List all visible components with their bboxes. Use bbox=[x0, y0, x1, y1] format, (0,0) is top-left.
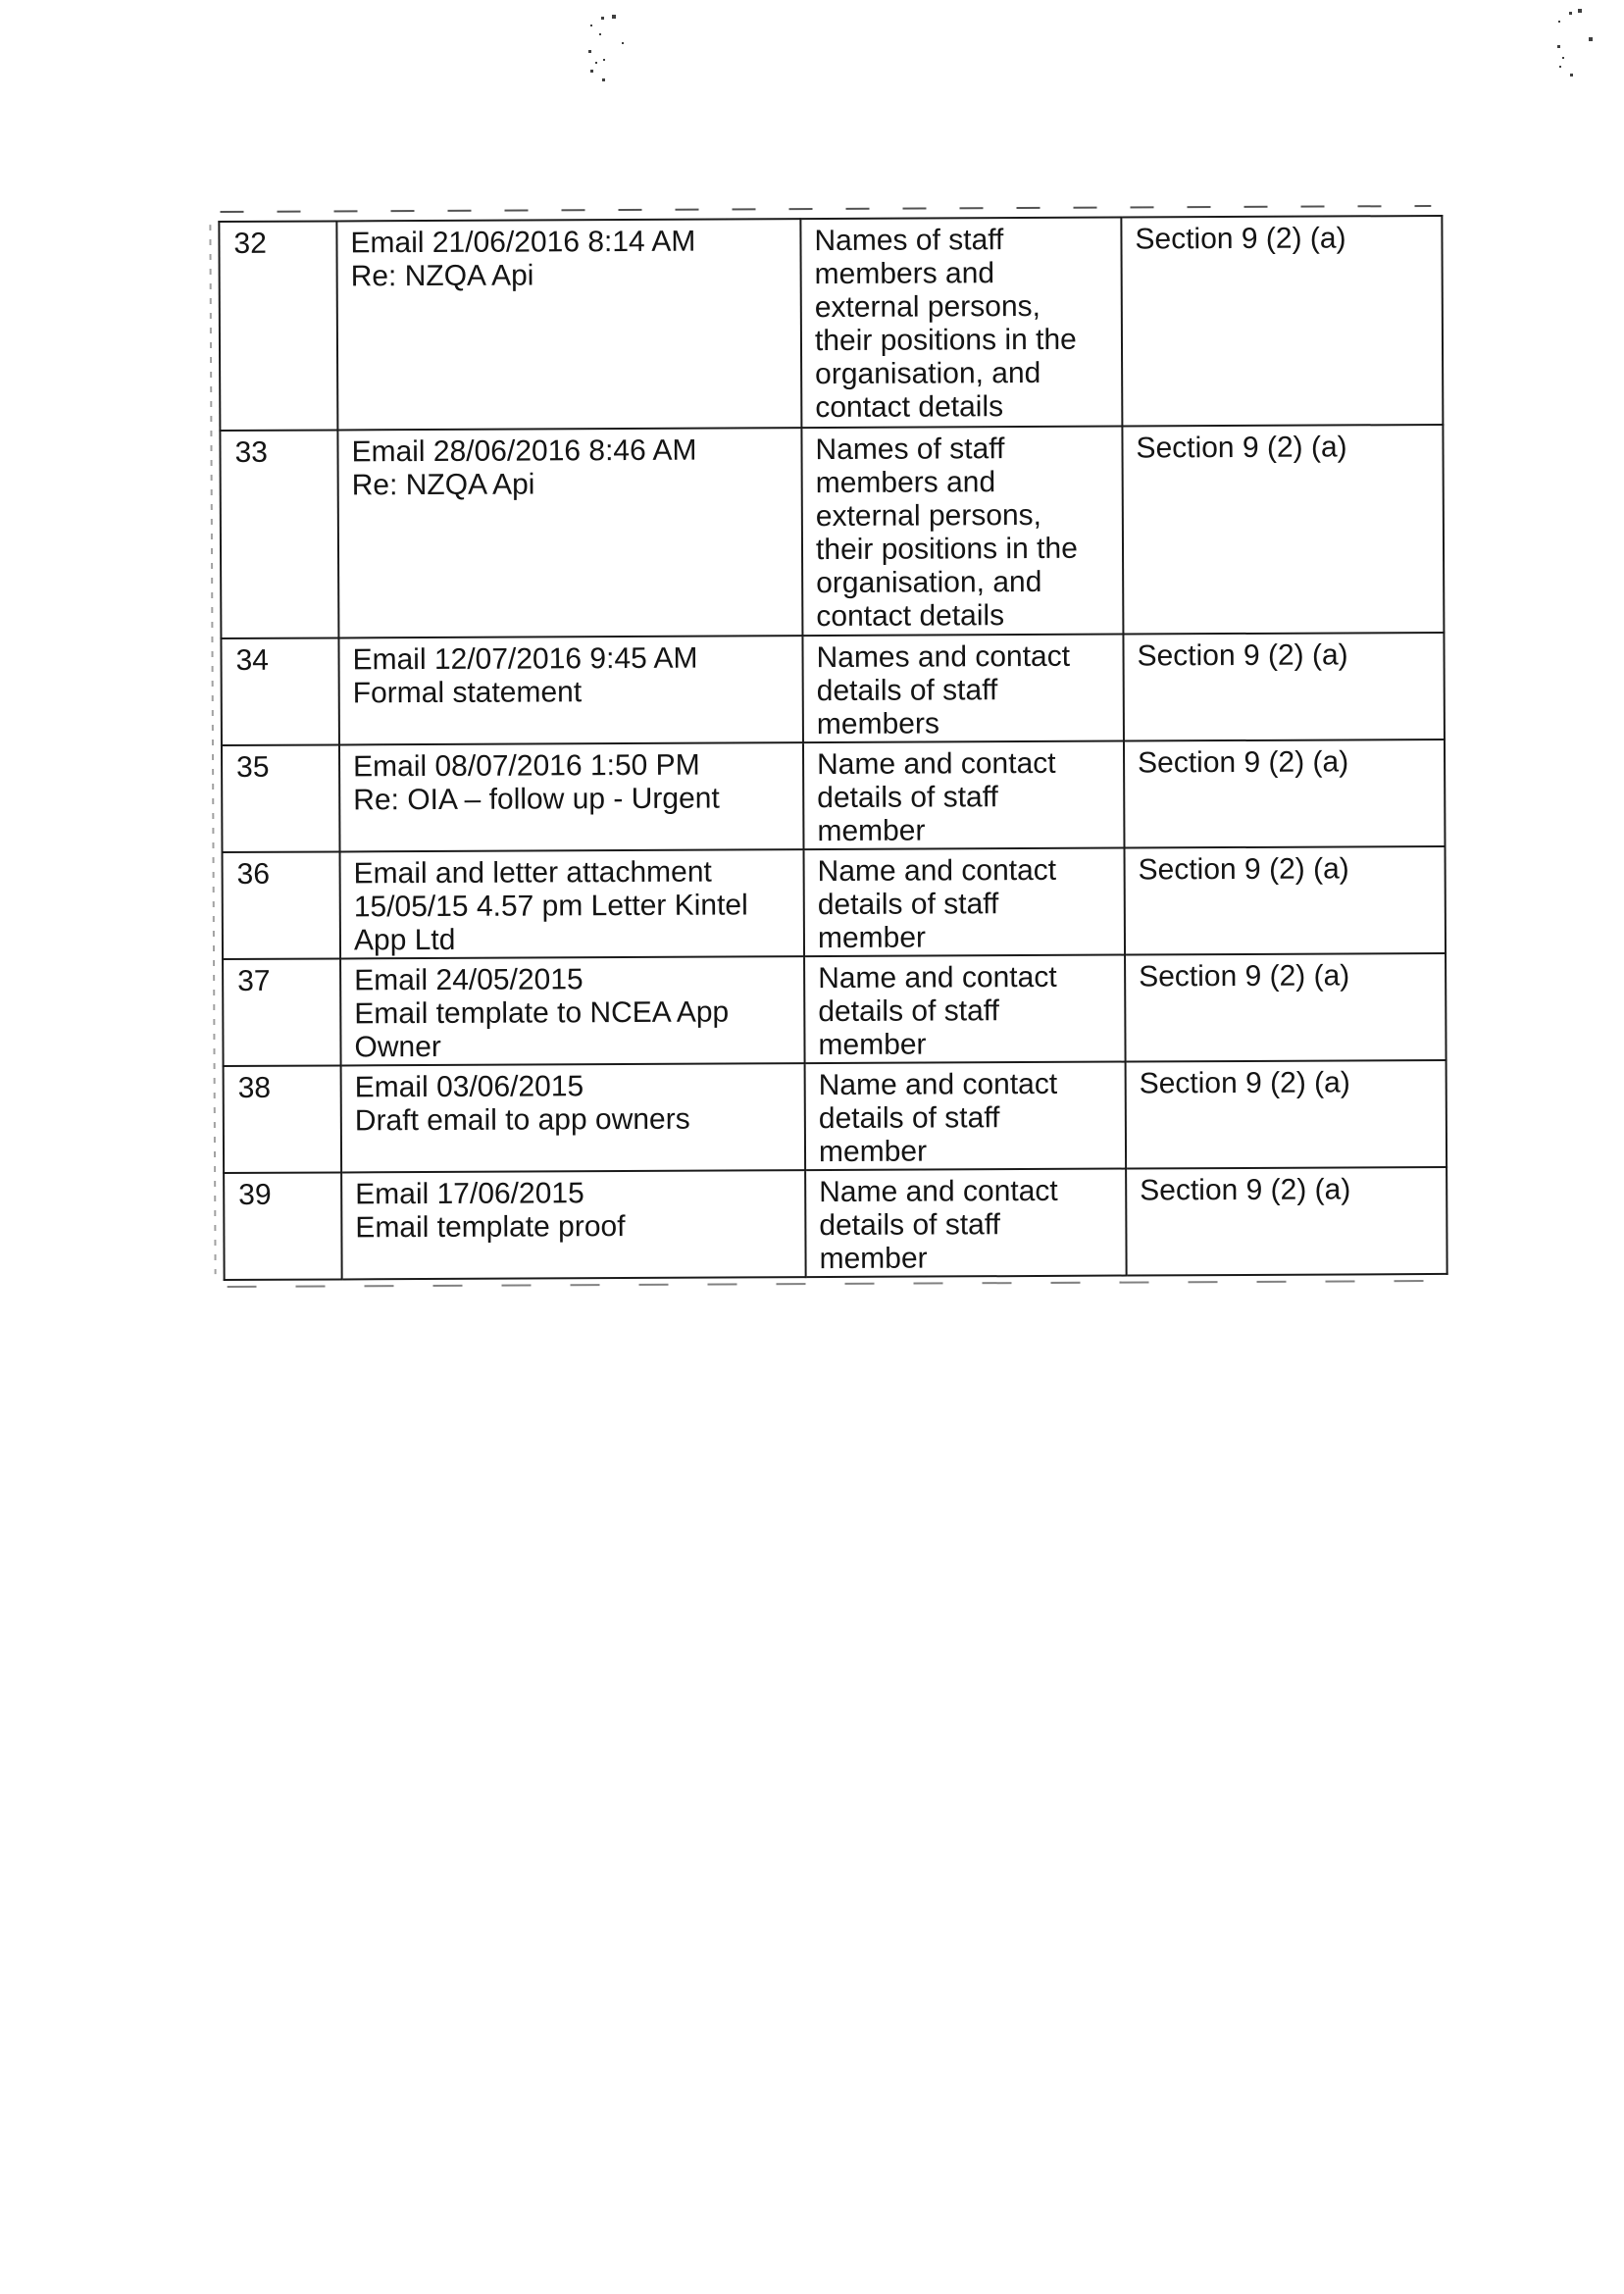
table-row bbox=[223, 846, 1446, 959]
scan-speck bbox=[595, 62, 597, 64]
withholding-ground-cell: Section 9 (2) (a) bbox=[1124, 739, 1446, 848]
information-withheld-cell: Name and contact details of staff member bbox=[805, 1169, 1127, 1278]
document-description-cell: Email 12/07/2016 9:45 AM Formal statement bbox=[338, 636, 803, 744]
information-withheld-cell: Name and contact details of staff member bbox=[805, 1062, 1127, 1171]
row-number-cell: 35 bbox=[222, 744, 340, 852]
row-number-cell: 34 bbox=[221, 637, 339, 745]
document-description-cell: Email 21/06/2016 8:14 AM Re: NZQA Api bbox=[336, 219, 801, 430]
scan-speck bbox=[1558, 21, 1560, 23]
scan-speck bbox=[1562, 57, 1564, 59]
withheld-documents-table-wrapper bbox=[218, 215, 1446, 1281]
table-row bbox=[224, 1167, 1447, 1280]
scan-artifact-bottom-line bbox=[228, 1280, 1426, 1288]
scan-artifact-top-line bbox=[220, 205, 1431, 213]
withholding-ground-cell: Section 9 (2) (a) bbox=[1125, 953, 1446, 1062]
withholding-ground-cell: Section 9 (2) (a) bbox=[1126, 1060, 1447, 1169]
scan-speck bbox=[612, 15, 616, 19]
scan-speck bbox=[603, 59, 605, 61]
document-description-cell: Email 24/05/2015 Email template to NCEA App Owner bbox=[340, 956, 805, 1065]
scan-speck bbox=[1557, 45, 1560, 48]
scan-speck bbox=[1570, 74, 1573, 76]
table-row bbox=[220, 425, 1444, 638]
scan-speck bbox=[590, 25, 592, 26]
row-number-cell: 37 bbox=[223, 958, 341, 1066]
scan-artifact-left-line bbox=[209, 225, 216, 1274]
document-description-cell: Email 08/07/2016 1:50 PM Re: OIA – follow up - Urgent bbox=[339, 742, 804, 851]
row-number-cell: 36 bbox=[223, 851, 341, 959]
information-withheld-cell: Name and contact details of staff member bbox=[803, 741, 1125, 850]
withholding-ground-cell: Section 9 (2) (a) bbox=[1125, 846, 1446, 955]
scan-speck bbox=[590, 70, 593, 73]
table-row bbox=[223, 953, 1446, 1066]
table-row bbox=[221, 633, 1445, 745]
row-number-cell: 33 bbox=[220, 430, 338, 638]
information-withheld-cell: Names of staff members and external persons, their positions in the organisation, and contact details bbox=[801, 427, 1123, 637]
document-description-cell: Email 28/06/2016 8:46 AM Re: NZQA Api bbox=[337, 428, 802, 637]
scan-speck bbox=[1569, 12, 1572, 15]
information-withheld-cell: Names and contact details of staff members bbox=[802, 635, 1124, 743]
table-row bbox=[219, 216, 1443, 431]
scan-speck bbox=[622, 42, 624, 44]
scan-speck bbox=[1578, 9, 1582, 13]
document-description-cell: Email 03/06/2015 Draft email to app owners bbox=[341, 1063, 806, 1172]
table-body bbox=[219, 216, 1446, 1280]
scan-speck bbox=[599, 33, 601, 35]
row-number-cell: 38 bbox=[224, 1065, 342, 1173]
scan-speck bbox=[1559, 66, 1561, 68]
table-row bbox=[222, 739, 1446, 852]
withholding-ground-cell: Section 9 (2) (a) bbox=[1123, 633, 1445, 741]
scan-speck bbox=[601, 17, 604, 20]
withholding-ground-cell: Section 9 (2) (a) bbox=[1121, 216, 1443, 427]
row-number-cell: 39 bbox=[224, 1172, 342, 1280]
information-withheld-cell: Names of staff members and external persons, their positions in the organisation, and contact details bbox=[800, 218, 1122, 429]
information-withheld-cell: Name and contact details of staff member bbox=[804, 848, 1126, 957]
information-withheld-cell: Name and contact details of staff member bbox=[804, 955, 1126, 1064]
withholding-ground-cell: Section 9 (2) (a) bbox=[1122, 425, 1444, 635]
document-description-cell: Email 17/06/2015 Email template proof bbox=[341, 1170, 806, 1279]
scan-speck bbox=[588, 50, 591, 53]
withholding-ground-cell: Section 9 (2) (a) bbox=[1126, 1167, 1447, 1276]
scan-speck bbox=[1589, 37, 1593, 41]
withheld-documents-table bbox=[218, 215, 1447, 1281]
row-number-cell: 32 bbox=[219, 221, 337, 431]
table-row bbox=[224, 1060, 1447, 1173]
document-description-cell: Email and letter attachment 15/05/15 4.57 pm Letter Kintel App Ltd bbox=[340, 849, 805, 958]
scan-speck bbox=[602, 78, 605, 81]
